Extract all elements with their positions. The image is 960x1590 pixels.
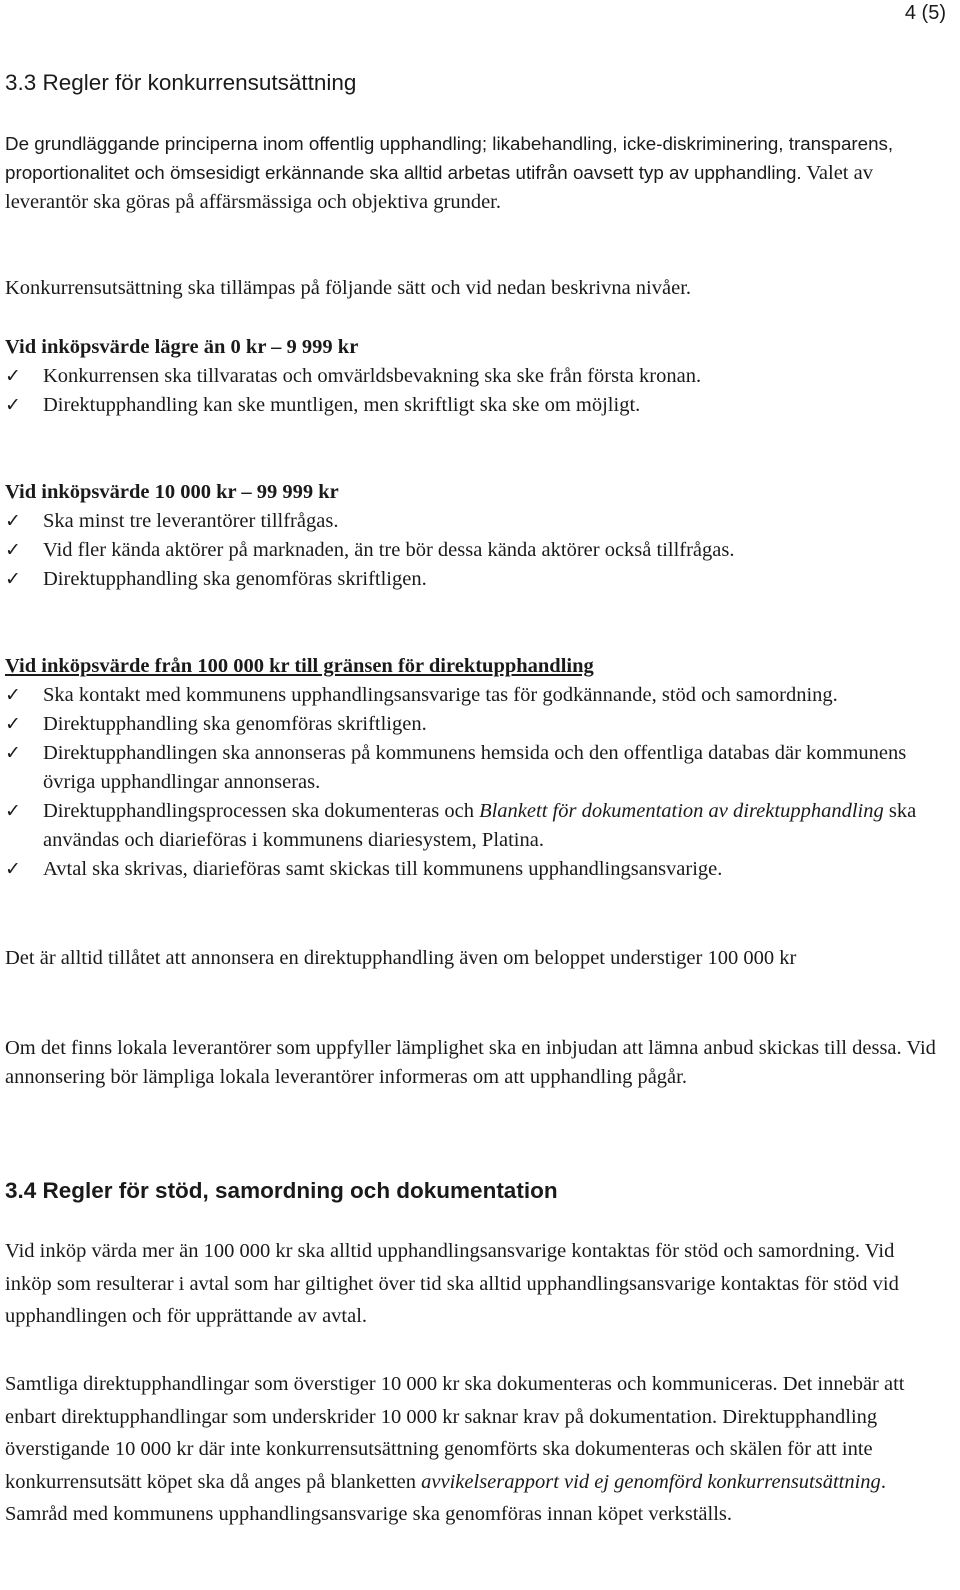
documentation-text: . Samråd med kommunens upphandlingsansvarige ska genomföras innan köpet verkställs. — [5, 1470, 886, 1525]
list-item-text: Direktupphandling ska genomföras skriftligen. — [43, 568, 427, 590]
list-item — [5, 797, 950, 855]
check-icon: ✓ — [5, 800, 21, 822]
list-item — [5, 681, 950, 710]
documentation-paragraph — [5, 1368, 945, 1531]
level-2-section — [5, 478, 950, 594]
level-1-heading: Vid inköpsvärde lägre än 0 kr – 9 999 kr — [5, 336, 359, 358]
applied-paragraph: Konkurrensutsättning ska tillämpas på följande sätt och vid nedan beskrivna nivåer. — [5, 277, 692, 299]
list-item-text: Ska kontakt med kommunens upphandlingsansvarige tas för godkännande, stöd och samordning. — [43, 684, 838, 706]
level-2-heading: Vid inköpsvärde 10 000 kr – 99 999 kr — [5, 481, 339, 503]
check-icon: ✓ — [5, 742, 21, 764]
support-paragraph: Vid inköp värda mer än 100 000 kr ska alltid upphandlingsansvarige kontaktas för stöd och samordning. Vid inköp som resulterar i avtal som har giltighet över tid ska alltid upphandlingsansvarige kontaktas för stöd vid upphandlingen och för upprättande av avtal. — [5, 1240, 899, 1327]
list-item-text: Direktupphandling kan ske muntligen, men skriftligt ska ske om möjligt. — [43, 394, 641, 416]
level-3-section — [5, 652, 950, 884]
check-icon: ✓ — [5, 858, 21, 880]
list-item — [5, 536, 950, 565]
check-icon: ✓ — [5, 684, 21, 706]
list-item-text: Ska minst tre leverantörer tillfrågas. — [43, 510, 339, 532]
list-item-text: Direktupphandlingsprocessen ska dokumenteras och — [43, 800, 480, 822]
documentation-text: Samtliga direktupphandlingar som överstiger 10 000 kr ska dokumenteras och kommuniceras. Det innebär att enbart direktupphandlingar som underskrider 10 000 kr saknar krav på dokumentation. Direktupphandling överstigande 10 000 kr där inte konkurrensutsättning genomförts ska dokumenteras och skälen för att inte konkurrensutsätt köpet ska då anges på blanketten — [5, 1373, 905, 1493]
list-item — [5, 565, 950, 594]
intro-sans-text: De grundläggande principerna inom offentlig upphandling; likabehandling, icke-diskriminering, transparens, proportionalitet och ömsesidigt erkännande ska alltid arbetas utifrån oavsett typ av upphandling. — [5, 133, 894, 183]
level-3-heading: Vid inköpsvärde från 100 000 kr till gränsen för direktupphandling — [5, 655, 594, 677]
list-item-text: Direktupphandlingen ska annonseras på kommunens hemsida och den offentliga databas där kommunens övriga upphandlingar annonseras. — [43, 742, 907, 793]
list-item-text: ska användas och diarieföras i kommunens diariesystem, Platina. — [43, 800, 917, 851]
list-item — [5, 391, 950, 420]
list-item-text: Vid fler kända aktörer på marknaden, än tre bör dessa kända aktörer också tillfrågas. — [43, 539, 735, 561]
check-icon: ✓ — [5, 510, 21, 532]
local-suppliers-paragraph: Om det finns lokala leverantörer som uppfyller lämplighet ska en inbjudan att lämna anbud skickas till dessa. Vid annonsering bör lämpliga lokala leverantörer informeras om att upphandling pågår. — [5, 1037, 936, 1088]
form-name-italic: Blankett för dokumentation av direktupphandling — [479, 800, 884, 822]
list-item-text: Konkurrensen ska tillvaratas och omvärldsbevakning ska ske från första kronan. — [43, 365, 702, 387]
always-allowed-paragraph: Det är alltid tillåtet att annonsera en direktupphandling även om beloppet understiger 100 000 kr — [5, 947, 797, 969]
intro-paragraph — [5, 130, 950, 217]
list-item — [5, 855, 950, 884]
form-name-italic: avvikelserapport vid ej genomförd konkurrensutsättning — [421, 1470, 881, 1493]
intro-serif-text: Valet av leverantör ska göras på affärsmässiga och objektiva grunder. — [5, 161, 873, 213]
list-item — [5, 362, 950, 391]
list-item — [5, 507, 950, 536]
level-3-list — [5, 681, 950, 884]
section-3-3-heading: 3.3 Regler för konkurrensutsättning — [5, 70, 357, 95]
check-icon: ✓ — [5, 365, 21, 387]
page-number: 4 (5) — [904, 2, 946, 24]
level-2-list — [5, 507, 950, 594]
check-icon: ✓ — [5, 394, 21, 416]
list-item — [5, 710, 950, 739]
list-item — [5, 739, 950, 797]
list-item-text: Direktupphandling ska genomföras skriftligen. — [43, 713, 427, 735]
list-item-text: Avtal ska skrivas, diarieföras samt skickas till kommunens upphandlingsansvarige. — [43, 858, 723, 880]
level-1-section — [5, 333, 950, 420]
check-icon: ✓ — [5, 713, 21, 735]
level-1-list — [5, 362, 950, 420]
check-icon: ✓ — [5, 539, 21, 561]
section-3-4-heading: 3.4 Regler för stöd, samordning och dokumentation — [5, 1178, 558, 1203]
check-icon: ✓ — [5, 568, 21, 590]
